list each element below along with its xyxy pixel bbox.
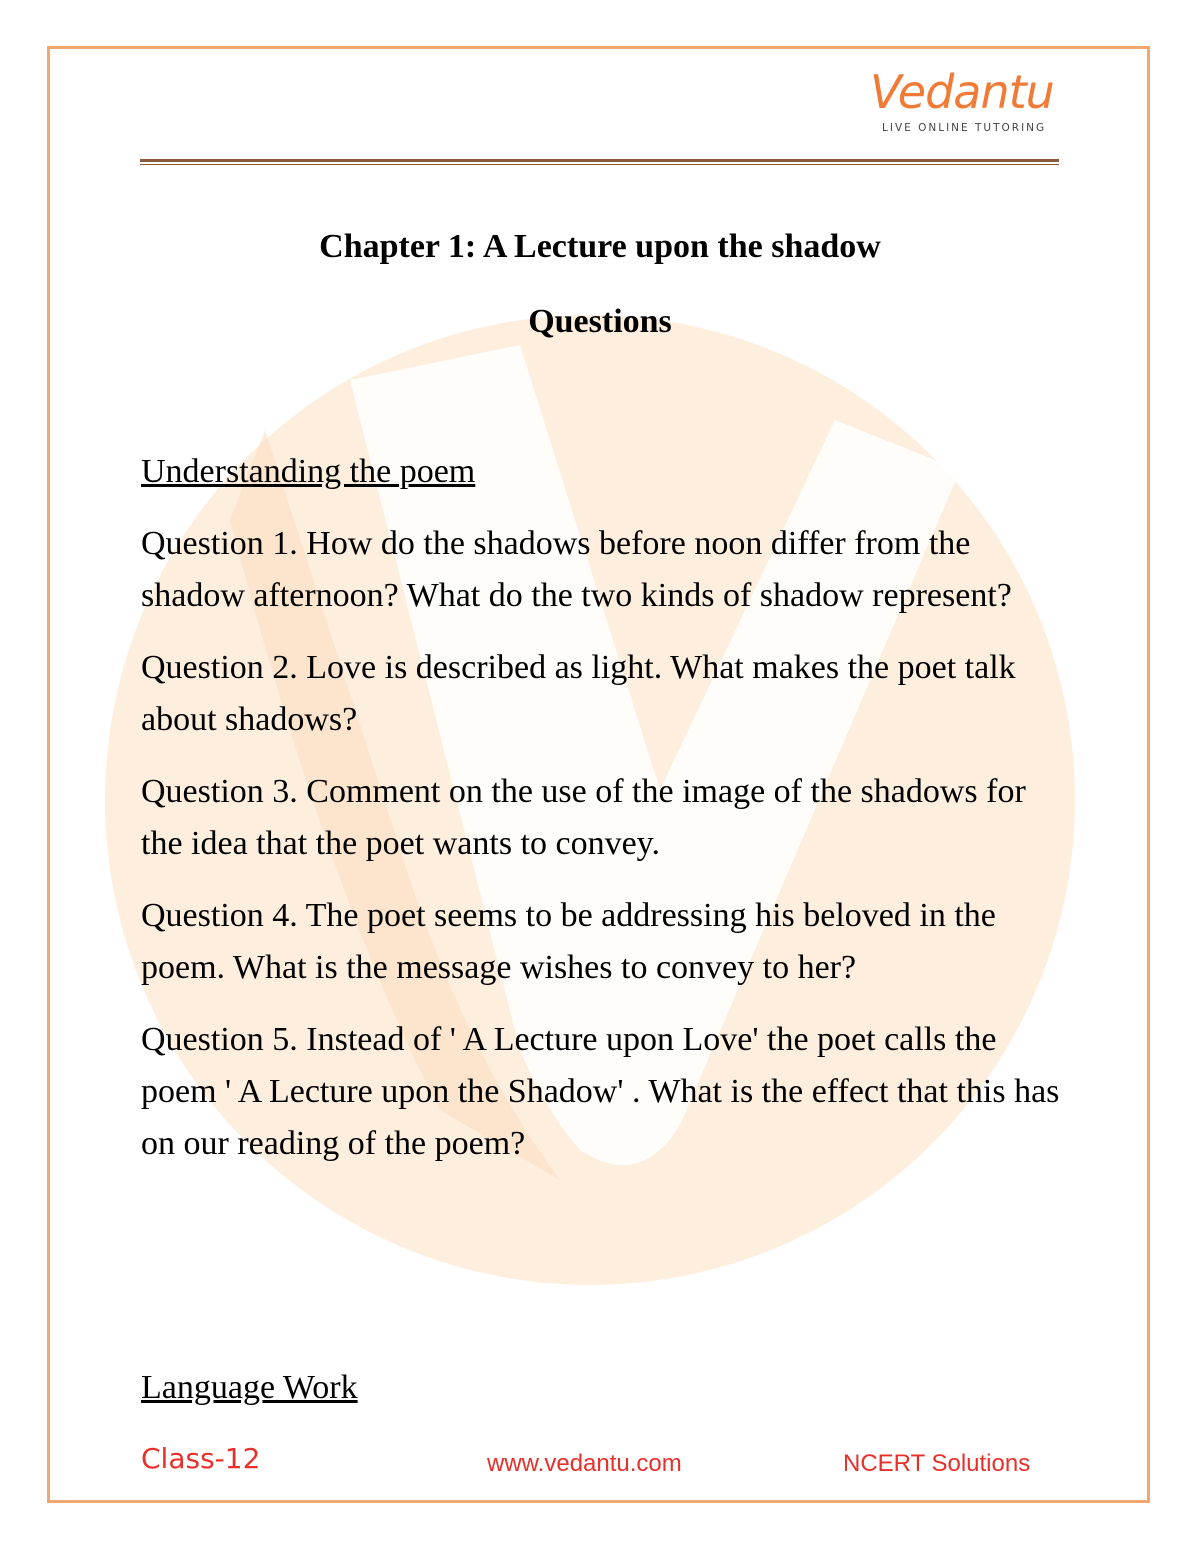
header-rule-thin [140, 164, 1059, 165]
footer-class: Class-12 [141, 1442, 261, 1475]
footer-url[interactable]: www.vedantu.com [487, 1450, 682, 1477]
question-list [141, 446, 1061, 1190]
section-heading-understanding: Understanding the poem [141, 453, 476, 490]
chapter-title: Chapter 1: A Lecture upon the shadow [319, 228, 881, 265]
question-4: Question 4. The poet seems to be addressing his beloved in the poem. What is the message wishes to convey to her? [141, 897, 996, 986]
question-2: Question 2. Love is described as light. What makes the poet talk about shadows? [141, 649, 1016, 738]
question-3: Question 3. Comment on the use of the image of the shadows for the idea that the poet wants to convey. [141, 773, 1026, 862]
question-1: Question 1. How do the shadows before noon differ from the shadow afternoon? What do the two kinds of shadow represent? [141, 525, 1012, 614]
section-heading-language: Language Work [141, 1369, 358, 1406]
footer-series: NCERT Solutions [843, 1450, 1031, 1477]
header-rule [140, 159, 1059, 162]
logo-tagline: LIVE ONLINE TUTORING [882, 122, 1047, 134]
question-5: Question 5. Instead of ' A Lecture upon Love' the poet calls the poem ' A Lecture upon the Shadow' . What is the effect that this has on our reading of the poem? [141, 1021, 1060, 1162]
questions-heading: Questions [528, 303, 672, 340]
logo-wordmark: Vedantu [870, 65, 1054, 119]
vedantu-logo [870, 66, 1060, 134]
